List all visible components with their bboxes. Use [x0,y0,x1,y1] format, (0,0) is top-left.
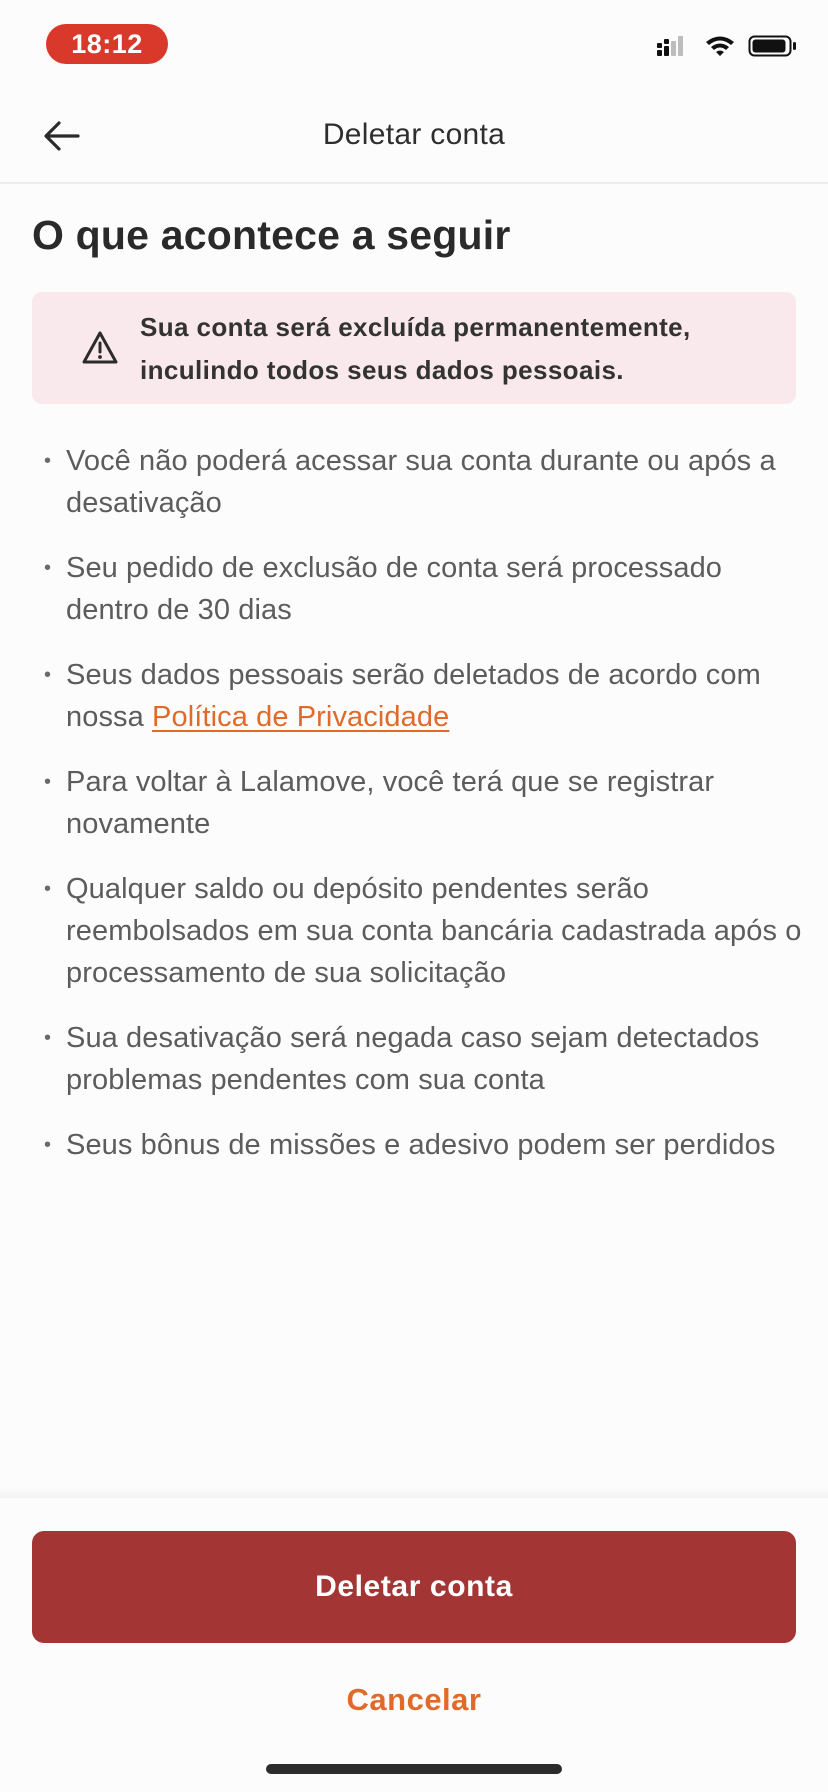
battery-icon [748,34,798,63]
list-item-text: Seus dados pessoais serão deletados de acordo com nossa [66,659,761,733]
status-time: 18:12 [46,24,168,64]
list-item: • Você não poderá acessar sua conta durante ou após a desativação [44,440,804,524]
signal-icon [656,34,692,63]
list-item: • Seus bônus de missões e adesivo podem ser perdidos [44,1124,804,1166]
list-item [44,654,804,738]
warning-text: Sua conta será excluída permanentemente, inculindo todos seus dados pessoais. [140,312,691,385]
warning-banner [32,292,796,404]
wifi-icon [704,34,736,63]
privacy-policy-link[interactable]: Política de Privacidade [152,701,450,733]
page-header-title: Deletar conta [322,118,506,151]
list-item: • Sua desativação será negada caso sejam detectados problemas pendentes com sua conta [44,1017,804,1101]
list-item: • Para voltar à Lalamove, você terá que se registrar novamente [44,761,804,845]
nav-header [0,88,828,184]
consequences-list [44,440,804,1166]
page-title: O que acontece a seguir [32,212,511,258]
list-item: • Seu pedido de exclusão de conta será processado dentro de 30 dias [44,547,804,631]
status-icons [656,34,798,63]
list-item: • Qualquer saldo ou depósito pendentes serão reembolsados em sua conta bancária cadastrada após o processamento de sua solicitação [44,868,804,994]
status-bar [0,0,828,88]
delete-account-button[interactable]: Deletar conta [32,1531,796,1643]
warning-icon [82,330,118,366]
cancel-button[interactable]: Cancelar [0,1676,828,1724]
home-indicator [266,1764,562,1774]
